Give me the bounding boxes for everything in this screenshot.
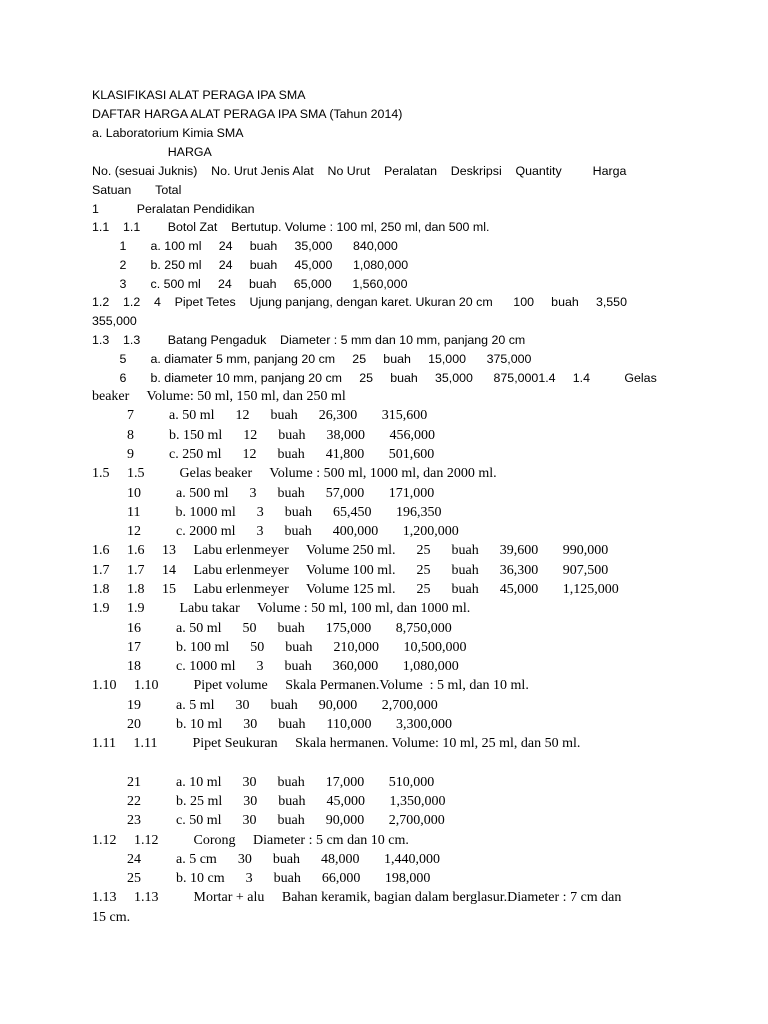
item-line: 10 a. 500 ml 3 buah 57,000 171,000: [92, 486, 435, 501]
item-line: 1.9 1.9 Labu takar Volume : 50 ml, 100 ml, dan 1000 ml.: [92, 601, 471, 616]
item-line: 1.3 1.3 Batang Pengaduk Diameter : 5 mm dan 10 mm, panjang 20 cm: [92, 333, 526, 347]
doc-subtitle: DAFTAR HARGA ALAT PERAGA IPA SMA (Tahun 2014): [92, 107, 403, 121]
item-line: 25 b. 10 cm 3 buah 66,000 198,000: [92, 871, 431, 886]
column-header-group: HARGA: [92, 145, 212, 159]
item-line: 1 a. 100 ml 24 buah 35,000 840,000: [92, 239, 398, 253]
item-line: 1.11 1.11 Pipet Seukuran Skala hermanen. Volume: 10 ml, 25 ml, dan 50 ml.: [92, 736, 581, 751]
item-line: 23 c. 50 ml 30 buah 90,000 2,700,000: [92, 813, 445, 828]
item-line: 1.2 1.2 4 Pipet Tetes Ujung panjang, dengan karet. Ukuran 20 cm 100 buah 3,550: [92, 295, 627, 309]
item-line: 3 c. 500 ml 24 buah 65,000 1,560,000: [92, 277, 408, 291]
item-line: 6 b. diameter 10 mm, panjang 20 cm 25 buah 35,000 875,0001.4 1.4 Gelas: [92, 371, 657, 385]
item-line: 1.10 1.10 Pipet volume Skala Permanen.Volume : 5 ml, dan 10 ml.: [92, 678, 529, 693]
item-line: beaker Volume: 50 ml, 150 ml, dan 250 ml: [92, 389, 346, 404]
item-line: 11 b. 1000 ml 3 buah 65,450 196,350: [92, 505, 442, 520]
item-line: 1.13 1.13 Mortar + alu Bahan keramik, bagian dalam berglasur.Diameter : 7 cm dan: [92, 890, 622, 905]
column-headers-cont: Satuan Total: [92, 183, 182, 197]
item-line: 1.7 1.7 14 Labu erlenmeyer Volume 100 ml. 25 buah 36,300 907,500: [92, 563, 609, 578]
item-line: 24 a. 5 cm 30 buah 48,000 1,440,000: [92, 852, 441, 867]
item-line: 2 b. 250 ml 24 buah 45,000 1,080,000: [92, 258, 409, 272]
item-line: 20 b. 10 ml 30 buah 110,000 3,300,000: [92, 717, 452, 732]
item-line: 21 a. 10 ml 30 buah 17,000 510,000: [92, 775, 435, 790]
item-line: 16 a. 50 ml 50 buah 175,000 8,750,000: [92, 621, 452, 636]
item-line: 1.1 1.1 Botol Zat Bertutup. Volume : 100 ml, 250 ml, dan 500 ml.: [92, 220, 490, 234]
item-line: 1.12 1.12 Corong Diameter : 5 cm dan 10 cm.: [92, 833, 409, 848]
item-line: 7 a. 50 ml 12 buah 26,300 315,600: [92, 408, 428, 423]
item-line: 18 c. 1000 ml 3 buah 360,000 1,080,000: [92, 659, 459, 674]
item-line: 12 c. 2000 ml 3 buah 400,000 1,200,000: [92, 524, 459, 539]
item-line: 22 b. 25 ml 30 buah 45,000 1,350,000: [92, 794, 446, 809]
item-line: 1.8 1.8 15 Labu erlenmeyer Volume 125 ml. 25 buah 45,000 1,125,000: [92, 582, 619, 597]
item-line: 355,000: [92, 314, 137, 328]
item-line: 17 b. 100 ml 50 buah 210,000 10,500,000: [92, 640, 467, 655]
item-line: 15 cm.: [92, 910, 131, 925]
item-line: 8 b. 150 ml 12 buah 38,000 456,000: [92, 428, 435, 443]
item-line: 1.5 1.5 Gelas beaker Volume : 500 ml, 1000 ml, dan 2000 ml.: [92, 466, 497, 481]
item-line: 9 c. 250 ml 12 buah 41,800 501,600: [92, 447, 435, 462]
item-line: 19 a. 5 ml 30 buah 90,000 2,700,000: [92, 698, 438, 713]
column-headers: No. (sesuai Juknis) No. Urut Jenis Alat No Urut Peralatan Deskripsi Quantity Harga: [92, 164, 627, 178]
doc-title: KLASIFIKASI ALAT PERAGA IPA SMA: [92, 88, 306, 102]
item-line: 5 a. diamater 5 mm, panjang 20 cm 25 buah 15,000 375,000: [92, 352, 532, 366]
section-heading: a. Laboratorium Kimia SMA: [92, 126, 244, 140]
item-line: 1.6 1.6 13 Labu erlenmeyer Volume 250 ml. 25 buah 39,600 990,000: [92, 543, 609, 558]
category-line: 1 Peralatan Pendidikan: [92, 202, 255, 216]
